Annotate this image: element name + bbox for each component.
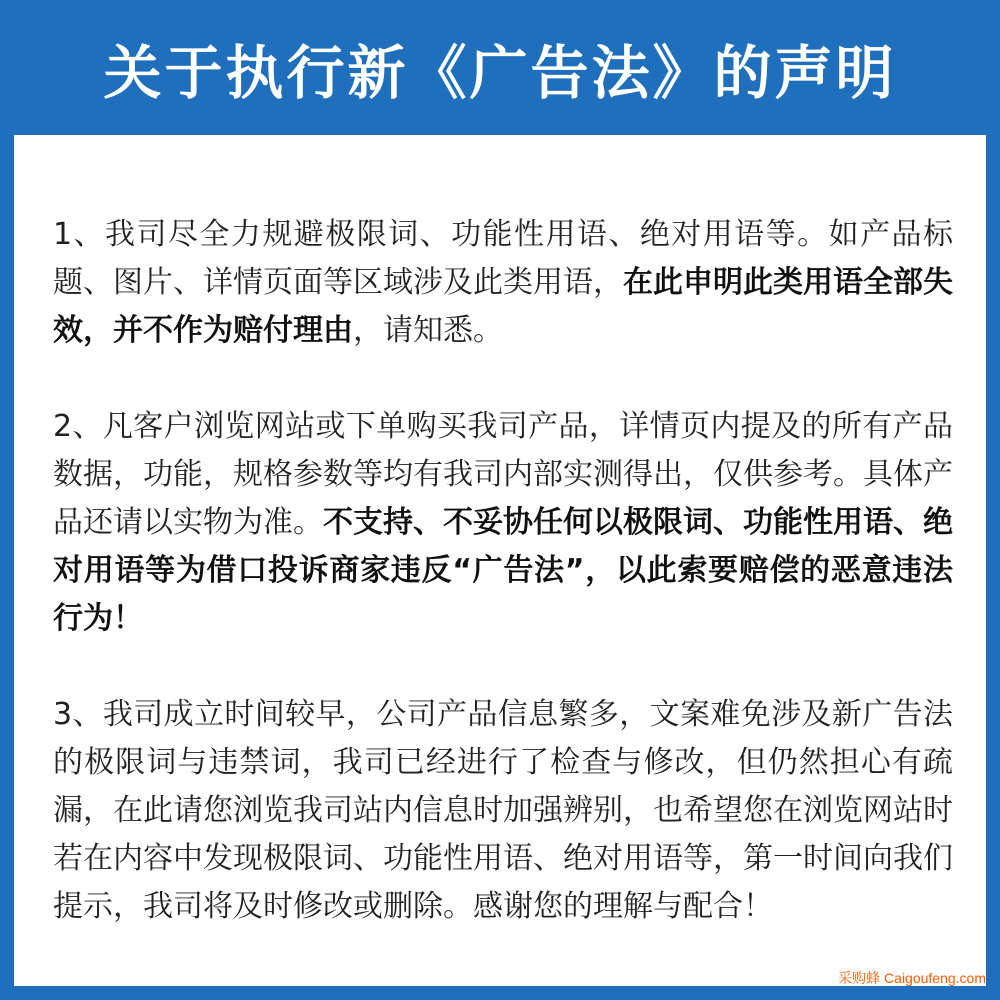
paragraph-3-text: 3、我司成立时间较早，公司产品信息繁多，文案难免涉及新广告法的极限词与违禁词，我司已经进行了检查与修改，但仍然担心有疏漏，在此请您浏览我司站内信息时加强辨别，也希望您在浏览网站时若在内容中发现极限词、功能性用语、绝对用语等，第一时间向我们提示，我司将及时修改或删除。感谢您的理解与配合！ xyxy=(53,697,953,924)
paragraph-1-text: 1、我司尽全力规避极限词、功能性用语、绝对用语等。如产品标题、图片、详情页面等区域涉及此类用语， xyxy=(53,217,953,300)
statement-body xyxy=(53,211,953,931)
page-title: 关于执行新《广告法》的声明 xyxy=(103,38,897,107)
paragraph-1-emphasis: 在此申明此类用语全部失效，并不作为赔付理由 xyxy=(53,265,953,348)
statement-panel xyxy=(14,135,986,986)
paragraph-1-ending: ，请知悉。 xyxy=(353,313,503,348)
paragraph-2-text: 2、凡客户浏览网站或下单购买我司产品，详情页内提及的所有产品数据，功能，规格参数等均有我司内部实测得出，仅供参考。具体产品还请以实物为准。 xyxy=(53,409,953,540)
paragraph-2-emphasis: 不支持、不妥协任何以极限词、功能性用语、绝对用语等为借口投诉商家违反“广告法”，以此索要赔偿的恶意违法行为！ xyxy=(53,505,953,636)
statement-paragraph-1 xyxy=(53,211,953,355)
statement-paragraph-2 xyxy=(53,403,953,643)
statement-paragraph-3 xyxy=(53,691,953,931)
watermark: 采购蜂 Caigoufeng.com xyxy=(838,970,986,986)
